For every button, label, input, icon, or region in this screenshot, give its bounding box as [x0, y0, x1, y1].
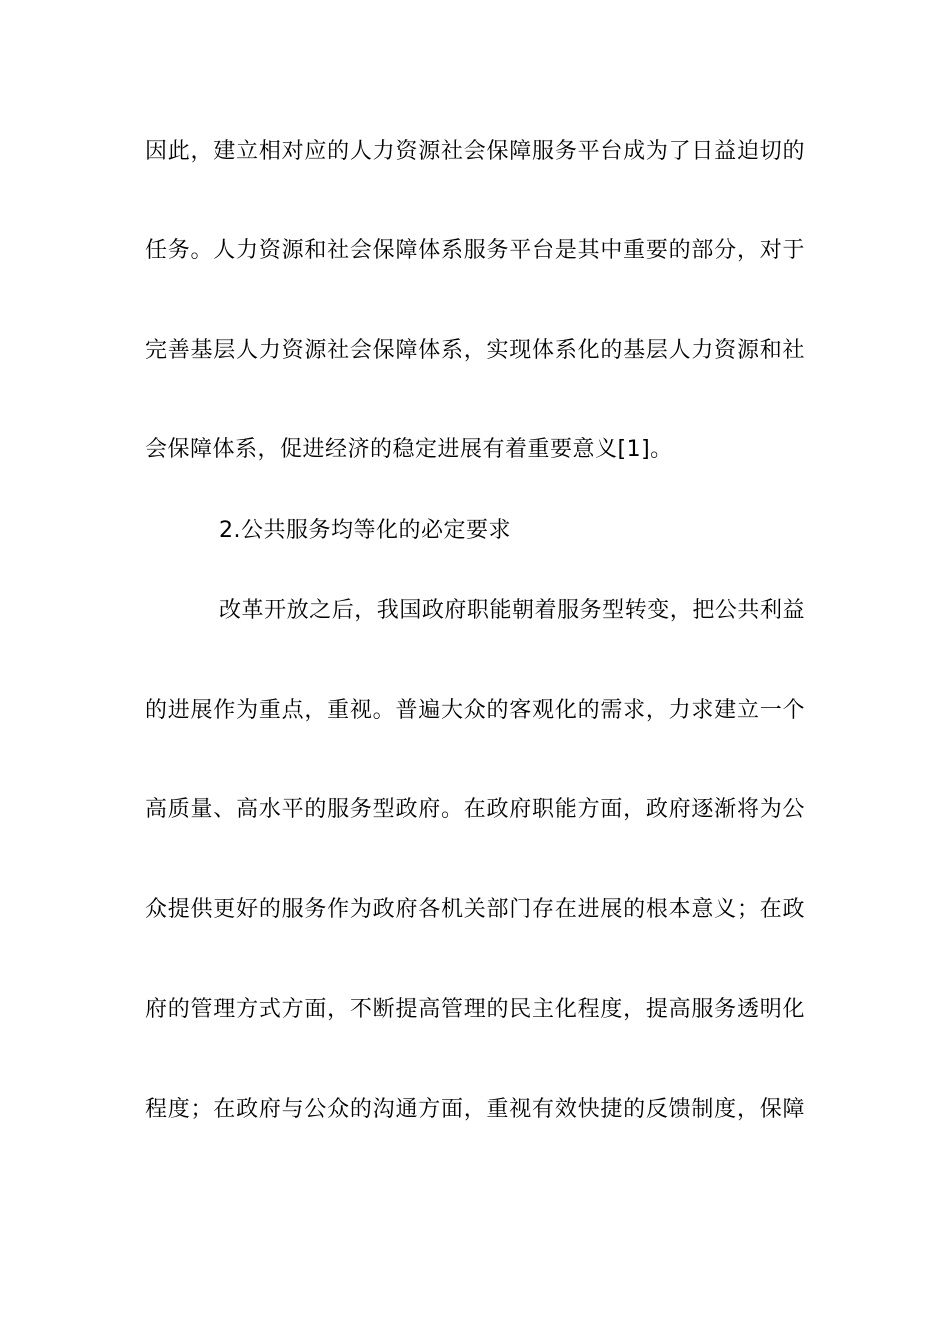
paragraph1-line-3: 完善基层人力资源社会保障体系，实现体系化的基层人力资源和社: [145, 338, 805, 363]
paragraph2-line-5: 府的管理方式方面，不断提高管理的民主化程度，提高服务透明化: [145, 997, 805, 1022]
paragraph1-line-1: 因此，建立相对应的人力资源社会保障服务平台成为了日益迫切的: [145, 139, 805, 164]
section-heading: 2.公共服务均等化的必定要求: [219, 518, 511, 543]
paragraph2-line-3: 高质量、高水平的服务型政府。在政府职能方面，政府逐渐将为公: [145, 797, 805, 822]
paragraph2-line-6: 程度；在政府与公众的沟通方面，重视有效快捷的反馈制度，保障: [145, 1097, 805, 1122]
paragraph2-line-4: 众提供更好的服务作为政府各机关部门存在进展的根本意义；在政: [145, 897, 805, 922]
paragraph2-line-2: 的进展作为重点，重视。普遍大众的客观化的需求，力求建立一个: [145, 698, 805, 723]
paragraph1-line-2: 任务。人力资源和社会保障体系服务平台是其中重要的部分，对于: [145, 238, 805, 263]
paragraph2-line-1: 改革开放之后，我国政府职能朝着服务型转变，把公共利益: [219, 598, 805, 623]
paragraph1-line-4: 会保障体系，促进经济的稳定进展有着重要意义[1]。: [145, 437, 673, 462]
